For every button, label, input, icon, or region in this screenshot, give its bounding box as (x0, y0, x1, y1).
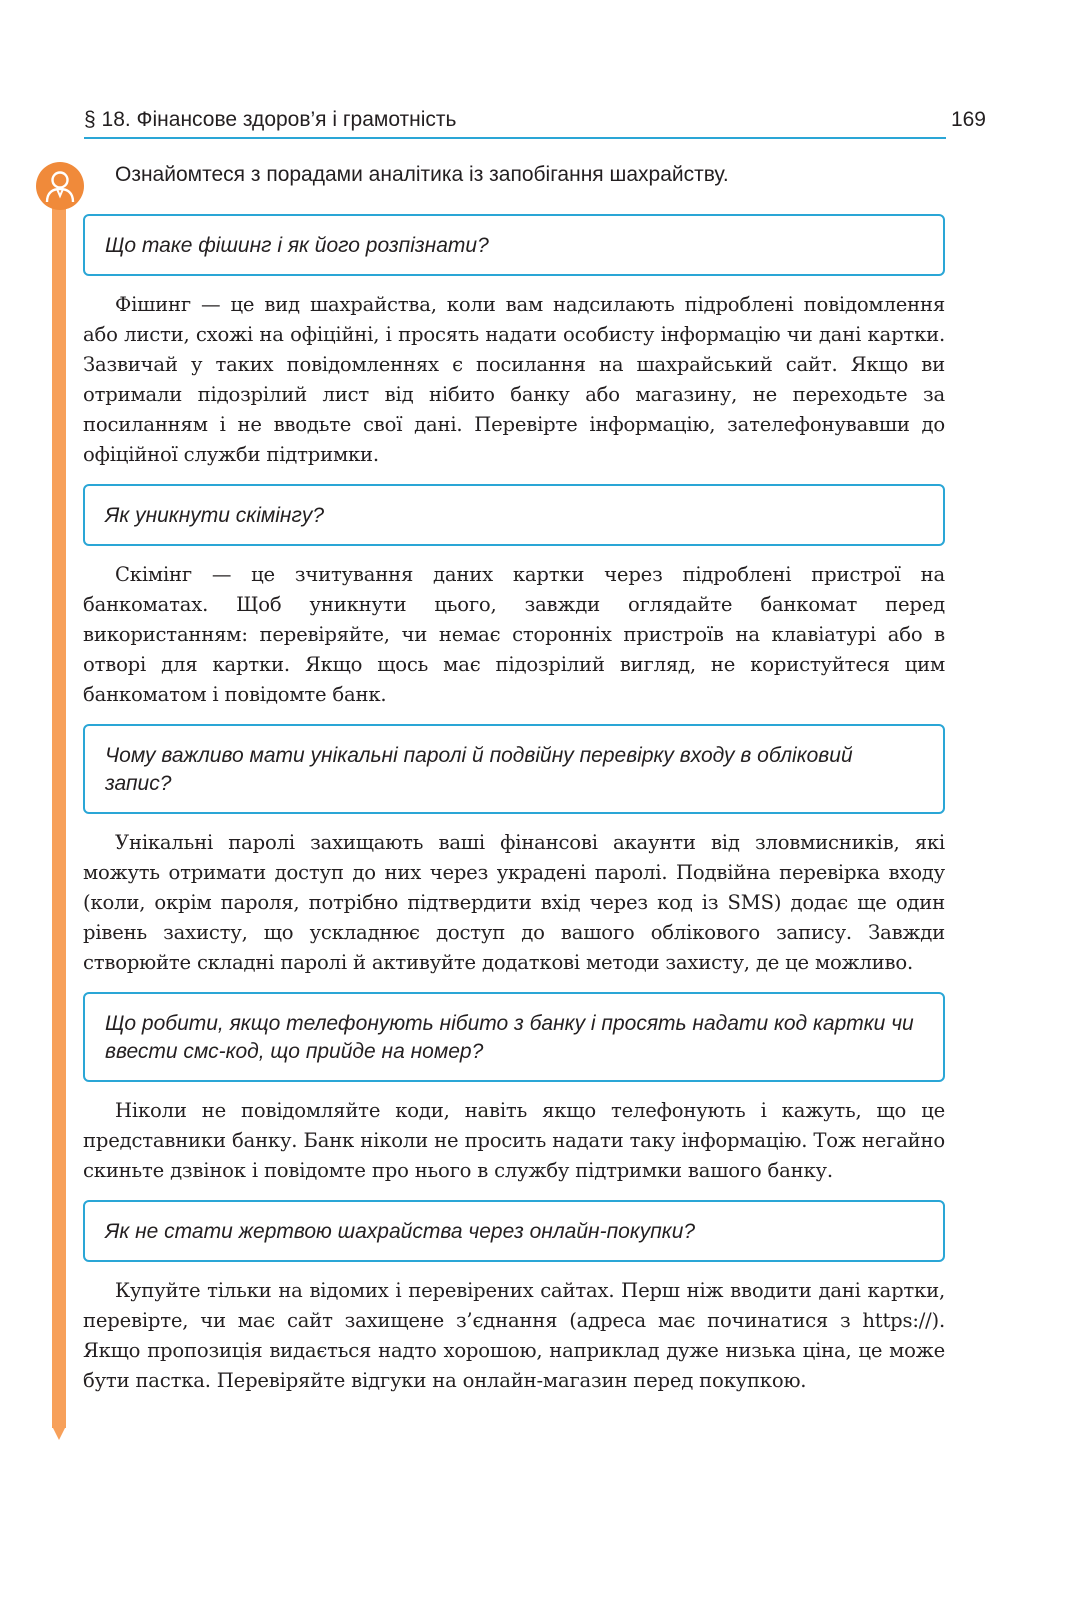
page-header (84, 106, 986, 140)
answer-paragraph: Купуйте тільки на відомих і перевірених сайтах. Перш ніж вводити дані картки, перевірте, чи має сайт захищене з’єднання (адреса має починатися з https://). Якщо пропозиція видається надто хорошою, наприклад дуже низька ціна, це може бути пастка. Перевіряйте відгуки на онлайн-магазин перед покупкою. (83, 1279, 945, 1392)
main-content (83, 160, 945, 1410)
analyst-avatar-icon (36, 162, 84, 210)
page-number: 169 (950, 108, 986, 131)
answer-paragraph: Ніколи не повідомляйте коди, навіть якщо телефонують і кажуть, що це представники банку. Банк ніколи не просить надати таку інформацію. Тож негайно скиньте дзвінок і повідомте про нього в службу підтримки вашого банку. (83, 1099, 945, 1182)
chapter-title: § 18. Фінансове здоров’я і грамотність (84, 108, 457, 131)
question-box: Що таке фішинг і як його розпізнати? (83, 214, 945, 276)
intro-text: Ознайомтеся з порадами аналітика із запобігання шахрайству. (115, 163, 729, 186)
side-timeline-bar (52, 180, 66, 1428)
header-divider (84, 137, 946, 139)
answer-paragraph: Скімінг — це зчитування даних картки через підроблені пристрої на банкоматах. Щоб уникнути цього, завжди оглядайте банкомат перед використанням: перевіряйте, чи немає сторонніх пристроїв на клавіатурі або в отворі для картки. Якщо щось має підозрілий вигляд, не користуйтеся цим банкоматом і повідомте банк. (83, 563, 945, 706)
question-box: Як не стати жертвою шахрайства через онлайн-покупки? (83, 1200, 945, 1262)
answer-paragraph: Унікальні паролі захищають ваші фінансові акаунти від зловмисників, які можуть отримати доступ до них через украдені паролі. Подвійна перевірка входу (коли, окрім пароля, потрібно підтвердити вхід через код із SMS) додає ще один рівень захисту, що ускладнює доступ до вашого облікового запису. Завжди створюйте складні паролі й активуйте додаткові методи захисту, де це можливо. (83, 831, 945, 974)
chevron-down-icon (52, 1426, 66, 1440)
question-box: Чому важливо мати унікальні паролі й подвійну перевірку входу в обліковий запис? (83, 724, 945, 814)
question-box: Що робити, якщо телефонують нібито з банку і просять надати код картки чи ввести смс-код, що прийде на номер? (83, 992, 945, 1082)
answer-paragraph: Фішинг — це вид шахрайства, коли вам надсилають підроблені повідомлення або листи, схожі на офіційні, і просять надати особисту інформацію чи дані картки. Зазвичай у таких повідомленнях є посилання на шахрайський сайт. Якщо ви отримали підозрілий лист від нібито банку або магазину, не переходьте за посиланням і не вводьте свої дані. Перевірте інформацію, зателефонувавши до офіційної служби підтримки. (83, 293, 945, 466)
question-box: Як уникнути скімінгу? (83, 484, 945, 546)
